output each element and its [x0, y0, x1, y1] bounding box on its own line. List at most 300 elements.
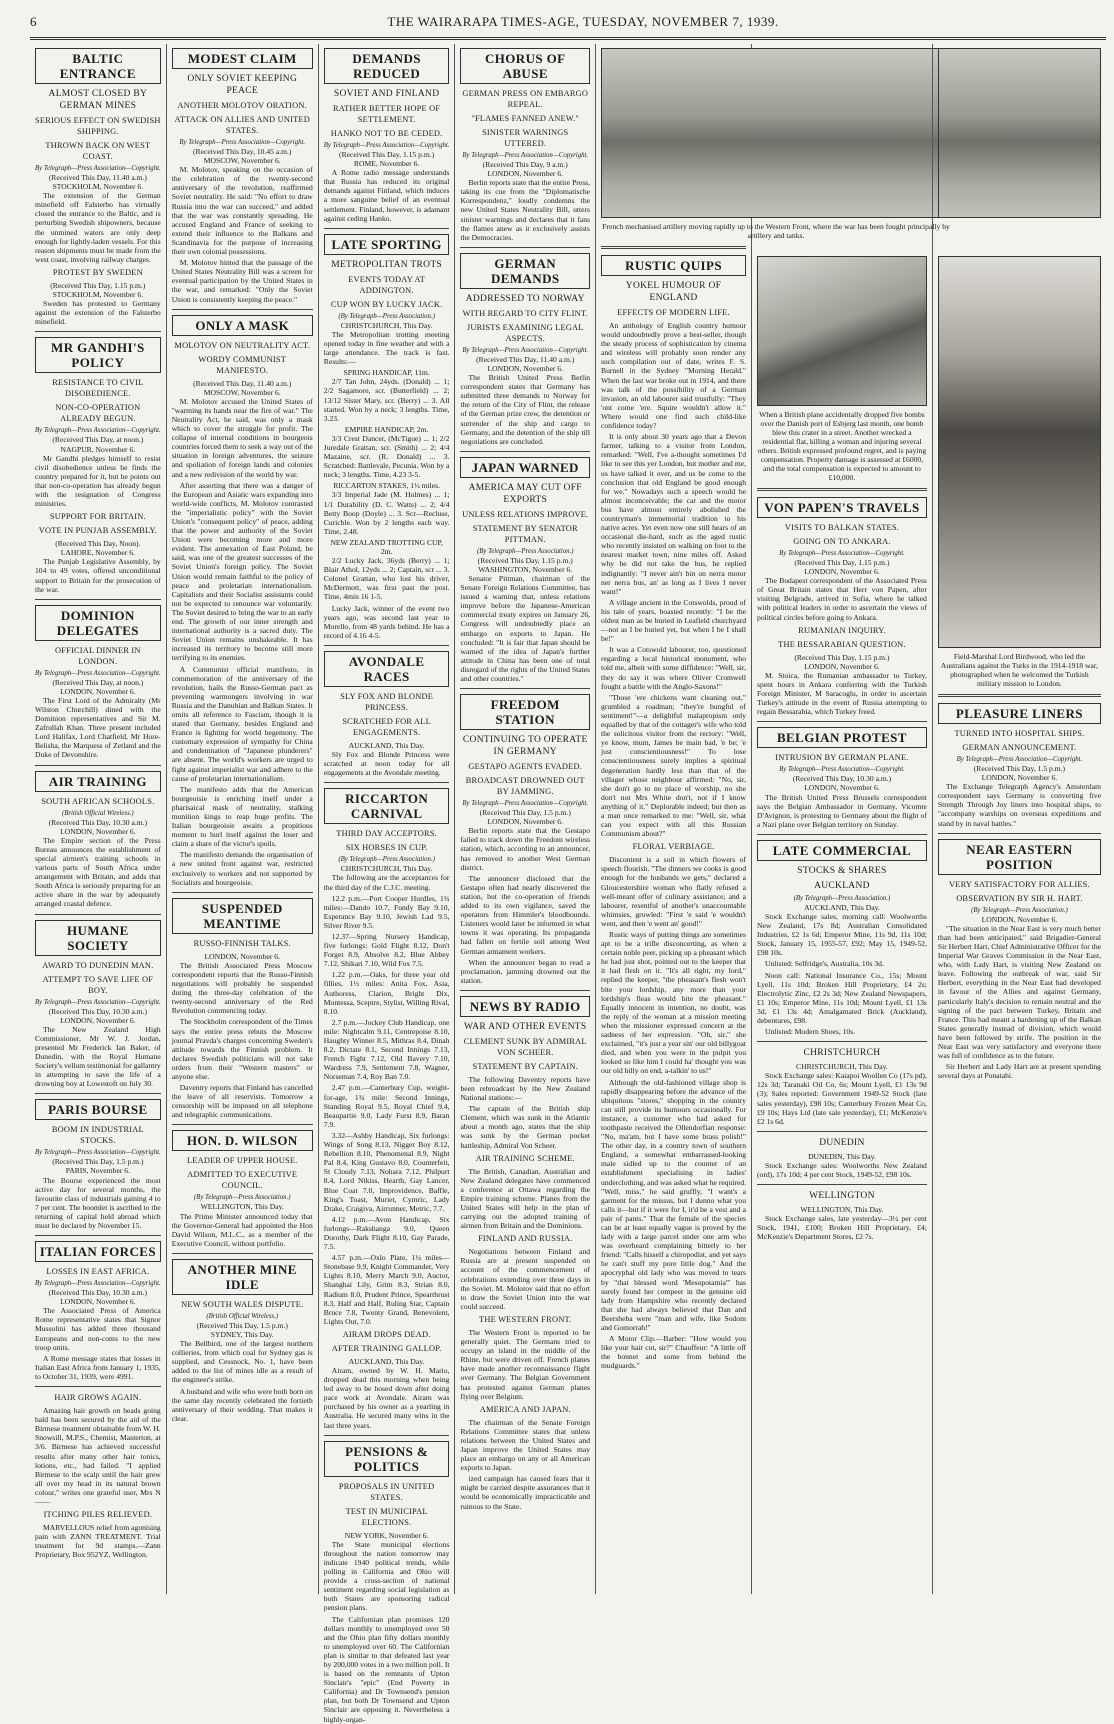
received-line: (Received This Day, Noon).	[55, 539, 141, 549]
subheading: LEADER OF UPPER HOUSE.	[186, 1156, 298, 1166]
subheading: INTRUSION BY GERMAN PLANE.	[775, 753, 909, 763]
subheading: AFTER TRAINING GALLOP.	[331, 1343, 442, 1353]
headline: BELGIAN PROTEST	[757, 727, 927, 748]
subheading: SOVIET AND FINLAND	[333, 89, 440, 99]
dateline: WELLINGTON, This Day.	[800, 1205, 884, 1215]
advert-hair	[35, 1392, 161, 1559]
race-results: 2/2 Lucky Jack, 36yds (Berry) ... 1; Blair Athol, 12yds ... 2; Captain, scr ... 3. Colonel Grattan, who lost his driver, McDermott, was first past the post. Time, 4min 16 1-5.	[323, 556, 450, 602]
subheading: SCRATCHED FOR ALL ENGAGEMENTS.	[342, 716, 431, 737]
divider	[324, 782, 450, 783]
article-freedom-station	[460, 694, 590, 985]
headline: PLEASURE LINERS	[938, 703, 1101, 724]
paragraph: The Prime Minister announced today that the Governor-General had appointed the Hon David Wilson, M.L.C., as a member of the Executive Council, without portfolio.	[171, 1211, 313, 1248]
paragraph: The British United Press Berlin correspondent states that Germany has submitted three demands to Norway for the return of the City of Flint, the release of the German prize crew, the detention or surrender of the ship and cargo to Germany, and the detention of the ship till negotiations are concluded.	[460, 373, 591, 446]
received-line: (Received This Day, 1.15 p.m.)	[477, 555, 573, 565]
paragraph: A Rome radio message understands that Russia has reduced its original demands against Finland, which induces a more sanguine belief of an eventual settlement. Finland, however, is adamant against ceding Hanko.	[323, 168, 450, 223]
paragraph: A Rome message states that losses in Italian East Africa from January 1, 1935, to October 31, 1939, were 4991.	[35, 1353, 161, 1381]
byline: By Telegraph—Press Association—Copyright.	[323, 142, 450, 149]
paragraph: Daventry reports that Finland has cancelled the leave of all reservists. Tomorrow a censorship will be imposed on all telephone and telegraphic communications.	[171, 1083, 313, 1120]
byline: (By Telegraph—Press Association.)	[193, 1194, 291, 1202]
divider	[172, 1124, 313, 1125]
byline: (British Official Wireless.)	[206, 1312, 279, 1320]
paragraph: The Bellbird, one of the largest northern collieries, from which coal for Sydney gas is supplied, and Cessnock, No. 1, have been added to the list of mines idle as a result of the engineer's strike.	[171, 1339, 313, 1385]
headline: FREEDOM STATION	[460, 694, 590, 730]
subheading: TURNED INTO HOSPITAL SHIPS.	[954, 729, 1085, 738]
subheading: GERMAN ANNOUNCEMENT.	[962, 743, 1077, 752]
subheading: SLY FOX AND BLONDE PRINCESS.	[340, 691, 434, 712]
page-number: 6	[30, 14, 37, 29]
divider	[35, 331, 161, 332]
photo-spacer	[938, 222, 1101, 252]
subheading: SOUTH AFRICAN SCHOOLS.	[41, 796, 155, 806]
byline: By Telegraph—Press Association—Copyright.	[179, 139, 306, 146]
subheading: AIRAM DROPS DEAD.	[342, 1329, 431, 1339]
article-avondale-races	[324, 651, 450, 777]
dateline: LONDON, November 6.	[204, 951, 280, 961]
dateline: CHRISTCHURCH, This Day.	[340, 864, 433, 874]
byline: By Telegraph—Press Association—Copyright.	[462, 152, 589, 159]
received-line: (Received This Day, 1.15 p.m.)	[50, 280, 146, 290]
byline: By Telegraph—Press Association—Copyright.	[779, 550, 905, 557]
headline: HUMANE SOCIETY	[35, 920, 161, 956]
paragraph: Berlin reports state that the Gestapo failed to track down the Freedom wireless station, which, according to an announcer, has removed to another West German district.	[460, 826, 591, 872]
received-line: (Received This Day, 1.5 p.m.)	[479, 808, 571, 818]
dateline: LONDON, November 6.	[804, 661, 880, 671]
paragraph: Lucky Jack, winner of the event two years ago, was second last year to Morello, from 48 yards behind. He has a record of 4.16 4-5.	[323, 603, 450, 640]
race-title: EMPIRE HANDICAP, 2m.	[344, 424, 429, 434]
paragraph: The Californian plan promises 120 dollars monthly to unemployed over 50 and the Ohio plan fifty dollars monthly to unemployed over 60. The Californian plan is similar to that defeated last year by 200,000 votes in a two million poll. It is based on the remnants of Upton Sinclair's "epic" (End Poverty in California) and Dr Townsend's pension plan, but both Dr Townsend and Upton Sinclair are opposing it. Nevertheless a highly-organ-	[323, 1614, 450, 1724]
subheading: AUCKLAND	[814, 880, 870, 891]
subheading: ATTACK ON ALLIES AND UNITED STATES.	[174, 115, 310, 135]
divider	[35, 765, 161, 766]
paragraph: Discontent is a soil in which flowers of speech flourish. "The dinners we cooks is good enough for the husbands we gets," declared a Gloucestershire woman who flatly refused a well-meant offer of culinary assistance; and a labourer, resentful of another's unaccountable whimsies, growled: "First 'e said 'e wouldn't went, and then 'e went an' good!"	[601, 855, 747, 928]
divider	[757, 488, 927, 491]
paragraph: 4.12 p.m.—Avon Handicap, Six furlongs—Rakshanga 9.0, Queen Dorothy, Dark Flight 8.10, Gay Parade, 7.5.	[323, 1214, 450, 1252]
received-line: (Received This Day, 1.5 p.m.)	[52, 1157, 144, 1167]
paragraph: Sweden has protested to Germany against the extension of the Falsterbo minefield.	[35, 299, 161, 327]
paragraph: M. Molotov accused the United States of "warming its hands near the fire of war." The Neutrality Act, he said, was only a mask which to cover the struggle for profit. The collapse of internal conditions in bourgeois countries forced them to seek a way out of the situation in foreign adventures, the seizure and spoliation of foreign lands and colonies and a new redivision of the world by war.	[171, 396, 313, 479]
divider	[35, 599, 161, 600]
subheading: THE WESTERN FRONT.	[479, 1314, 572, 1324]
byline: By Telegraph—Press Association—Copyright.	[462, 800, 589, 808]
subheading: MOLOTOV ON NEUTRALITY ACT.	[174, 340, 311, 350]
headline: ITALIAN FORCES	[35, 1241, 161, 1262]
dateline: SYDNEY, This Day.	[210, 1330, 274, 1339]
paragraph: Noon call: National Insurance Co., 15s; Mount Lyell, 11s 10d; Broken Hill Proprietary, £4 2s; Electrolytic Zinc, £2 2s 3d; New Zealand Newspapers, £1 10s; Emperor Mine, 11s 10d; Mount Lyell, £1 13s 3d, £1 13s 4d; Amalgamated Brick (Auckland), debentures, £98.	[757, 970, 927, 1025]
received-line: (Received This Day, 10.30 a.m.)	[48, 817, 148, 827]
headline: ONLY A MASK	[172, 315, 313, 336]
headline: MR GANDHI'S POLICY	[35, 337, 161, 373]
article-von-papen	[757, 497, 927, 716]
headline: JAPAN WARNED	[460, 457, 590, 478]
divider	[324, 645, 450, 646]
paragraph: Stock Exchange sales, morning call: Woolworths New Zealand, 17s 8d; Australian Consolidated Industries, £2 1s 6d; Emperor Mine, 11s 9d, 11s 10d; Stock, January 15, 1955-57, £92; May 15, 1949-52, £98 10s.	[757, 911, 927, 958]
received-line: (Received This Day, 1.5 p.m.)	[196, 1320, 288, 1330]
subheading: EFFECTS OF MODERN LIFE.	[617, 308, 730, 317]
subheading: CUP WON BY LUCKY JACK.	[330, 299, 443, 309]
paragraph: "The situation in the Near East is very much better than had been anticipated," said Brigadier-General Sir Herbert Hart, Chief Administrative Officer for the Imperial War Graves Commission in the Near East, who, with Lady Hart, is visiting New Zealand on leave. Following the outbreak of war, said Sir Herbert, everything in the Near East had developed in favour of the Allies and against Germany, particularly Italy's decision to remain neutral and the signing of the pact between Turkey, Britain and France. This had meant a hardening up of the Balkan States generally instead of division, which would have been followed by strife. The position in the Near East was very satisfactory and everyone there was full of confidence as to the future.	[937, 923, 1101, 1061]
byline: By Telegraph—Press Association—Copyright.	[35, 669, 161, 677]
paragraph: A Motor Clip.—Barber: "How would you like your hair cut, sir?" Chauffeur: "A little off the bonnet and some from behind the mudguards."	[601, 1334, 747, 1371]
paragraph: Sir Herbert and Lady Hart are at present spending several days at Ponatahi.	[937, 1062, 1101, 1081]
article-gandhi-policy	[35, 337, 161, 593]
paragraph: MARVELLOUS relief from agonising pain with ZANN TREATMENT. Trial treatment for 9d stamps.—Zann Proprietary, Box 952YZ, Wellington.	[35, 1523, 161, 1560]
received-line: (Received This Day, 1.5 p.m.)	[973, 764, 1066, 773]
received-line: (Received This Day, 11.40 a.m.)	[476, 354, 575, 364]
article-dominion-delegates	[35, 605, 161, 760]
dateline: WELLINGTON, This Day.	[200, 1202, 284, 1212]
divider	[35, 1386, 161, 1387]
byline: By Telegraph—Press Association—Copyright.	[35, 1280, 161, 1288]
received-line: (Received This Day, 10.45 a.m.)	[192, 147, 292, 156]
article-suspended-meantime	[172, 898, 313, 1120]
dateline: AUCKLAND, This Day.	[348, 1356, 425, 1366]
paragraph: The British, Canadian, Australian and New Zealand delegates have commenced a conference at Ottawa regarding the Empire training scheme. Planes from the United States will help in the plan of carrying out the adopted training of airmen from Britain and the Dominions.	[460, 1166, 591, 1231]
article-hon-d-wilson	[172, 1130, 313, 1247]
subheading: THROWN BACK ON WEST COAST.	[45, 141, 151, 161]
byline: (By Telegraph—Press Association.)	[971, 906, 1068, 914]
subheading: TEST IN MUNICIPAL ELECTIONS.	[345, 1506, 428, 1527]
paragraph: The manifesto demands the organisation of a new united front against war, restricted exclusively to workers and not supported by Socialists and bourgeoisie.	[171, 850, 313, 887]
received-line: (Received This Day, 11.40 a.m.)	[48, 173, 147, 182]
subheading: WITH REGARD TO CITY FLINT.	[462, 308, 588, 318]
article-demands-reduced	[324, 48, 450, 223]
paragraph: The Western Front is reported to be generally quiet. The Germans tried to occupy an island in the middle of the Rhine, but were driven off. French planes have made another reconnaissance flight over Germany. The Belgian Government has protested against German planes flying over Belgium.	[460, 1327, 591, 1401]
headline: VON PAPEN'S TRAVELS	[757, 497, 927, 518]
subheading: NEW SOUTH WALES DISPUTE.	[181, 1299, 304, 1309]
paragraph: The following are the acceptances for the third day of the C.J.C. meeting.	[323, 873, 450, 892]
paragraph: The captain of the British ship Clement, which was sunk in the Atlantic about a month ago, states that the ship was sunk by the German pocket battleship, Admiral Von Scheer.	[460, 1104, 591, 1150]
paragraph: An anthology of English country humour would undoubtedly prove a best-seller, though the steady process of sophistication by cinema and wireless will probably soon render any such compilation out of date, writes F. S. Burnell in the Sydney "Morning Herald." When the last war broke out in 1914, and there was talk of the possibility of a German invasion, an old labourer said trustfully: "They 'ont come 'ere. Squire wouldn't allow it." Where would one find such child-like confidence today?	[601, 321, 747, 431]
subheading: SERIOUS EFFECT ON SWEDISH SHIPPING.	[35, 116, 161, 136]
subheading: ITCHING PILES RELIEVED.	[43, 1510, 153, 1520]
subheading: EVENTS TODAY AT ADDINGTON.	[348, 274, 426, 295]
subheading: VERY SATISFACTORY FOR ALLIES.	[949, 879, 1090, 889]
headline: CHORUS OF ABUSE	[460, 48, 590, 84]
subheading: WAR AND OTHER EVENTS	[464, 1021, 587, 1032]
headline: LATE COMMERCIAL	[757, 840, 927, 861]
received-line: (Received This Day, 10.30 a.m.)	[48, 1288, 148, 1298]
paragraph: The Stockholm correspondent of the Times says the entire press rebuts the Moscow journal Pravda's charges concerning Sweden's attitude towards the Finnish problem. It declares Swedish politicians will not take orders from their "Western masters" or anyone else.	[171, 1017, 313, 1081]
received-line: (Received This Day, 10.30 a.m.)	[792, 774, 892, 784]
paragraph: M. Molotov, speaking on the occasion of the celebration of the twenty-second anniversary of the revolution, reaffirmed Soviet neutrality. He said: "No effort to draw Russia into the war can succeed," and added that the war was constantly spreading. He accused England and France of seeking to extend their influence to the Balkans and Scandinavia for the purpose of increasing their own colonial possessions.	[171, 165, 313, 257]
divider	[172, 1253, 313, 1254]
paragraph: 2.47 p.m.—Canterbury Cup, weight-for-age, 1¾ mile: Second Innings, Standing Royal 9.5, Royal Chief 9.4, Beaupartie 9.0, Lady Furst 8.9, Baran 7.9.	[323, 1083, 450, 1129]
divider	[938, 694, 1101, 697]
subheading: GESTAPO AGENTS EVADED.	[468, 762, 583, 772]
columns	[30, 44, 1106, 1724]
paragraph: The Bourse experienced the most active day for several months, the favourite class of industrials gaining 4 to 7 per cent. The boomlet is ascribed to the returning of capital held abroad which must be declared by November 15.	[35, 1175, 161, 1230]
dateline: CHRISTCHURCH, This Day.	[796, 1062, 888, 1072]
received-line: (Received This Day, 11.40 a.m.)	[193, 378, 292, 388]
paragraph: Unlisted: Selfridge's, Australia, 10s 3d.	[765, 959, 884, 969]
paragraph: 12.37—Spring Nursery Handicap, five furlongs: Gold Flight 8.12, Don't Forget 8.9, Absolve 8.2, Blue Abbey 7.12, Shikari 7.10, Wild Fox 7.5.	[323, 931, 450, 969]
received-line: (Received This Day, 9 a.m.)	[482, 160, 568, 169]
article-pleasure-liners	[938, 703, 1101, 828]
paragraph: The State municipal elections throughout the nation tomorrow may indicate 1940 political trends, while polling in California and Ohio will provide a cross-section of national sentiment regarding social legislation as both States are sponsoring radical pension plans.	[323, 1539, 450, 1613]
article-air-training	[35, 771, 161, 909]
headline: RUSTIC QUIPS	[601, 255, 746, 276]
dateline: LONDON, November 6.	[804, 567, 880, 577]
headline: SUSPENDED MEANTIME	[172, 898, 313, 934]
dateline: LONDON, November 6.	[487, 363, 563, 373]
received-line: (Received This Day, at noon.)	[52, 435, 144, 445]
subheading: AWARD TO DUNEDIN MAN.	[42, 960, 154, 970]
dateline: LONDON, November 6.	[487, 169, 563, 179]
race-results: 2/7 Tan John, 24yds. (Donald) ... 1; 2/2 Sagamore, scr. (Butterfield) ... 2; 13/12 Sister Mary, scr. (Berry) ... 3. All started. Won by a neck; 3 lengths. Time, 3.23.	[323, 377, 450, 423]
paragraph: Berlin reports state that the entire Press, taking its cue from the "Diplomatische Korrespondenz," loudly condemns the new United States Neutrality Bill, utters sinister warnings and declares that it fans the flames anew as it exclusively assists the Democracies.	[460, 178, 591, 242]
headline: ANOTHER MINE IDLE	[172, 1259, 313, 1295]
paragraph: Mr Gandhi pledges himself to resist civil disobedience unless he finds the country prepared for it, but he points out that non-co-operation has already begun with the resignation of Congress ministries.	[35, 453, 161, 509]
paragraph: Sly Fox and Blonde Princess were scratched at noon today for all engagements at the Avondale meeting.	[323, 750, 450, 778]
column-3	[319, 44, 456, 1724]
subheading: VOTE IN PUNJAB ASSEMBLY.	[38, 526, 157, 536]
paragraph: The extension of the German minefield off Falsterbo has virtually closed the entrance to the Baltic, and is perturbing Swedish shipowners, because the unmined waters are only deep enough for lightly-laden vessels. For this reason shipments must be made from the west coast, involving railway charges.	[35, 191, 161, 264]
divider	[324, 1435, 450, 1436]
race-results: 3/3 Crest Dancer, (McTigue) ... 1; 2/2 Juredale Grattan, scr. (Smith) ... 2; 4/4 Mazaine, scr. (R. Donald) ... 3. Scratched: Battlevale, Pecunia. Won by a neck; 3 lengths. Time, 4.23 3-5.	[323, 433, 450, 480]
paragraph: 3.32—Ashby Handicap, Six furlongs: Wings of Song 8.13, Nigger Boy 8.12, Rebellion 8.10, Phenomenal 8.9, Night Pal 8.4, King Gustavo 8.0, Counterfeit, St Cloudy 7.13, Nohara 7.12, Philpurt 8.4, Lord Nikiss, Hearth, Gay Lancer, Blue Coat 7.0, Improvidence, Baffle, King's Toast, Muriet, Cymric, Lady Drake, Craigiva, Airrunner, Metric, 7.7.	[323, 1130, 450, 1213]
paragraph: Stock Exchange sales: Woolworths New Zealand (ord), 17s 10d; 4 per cent Stock, 1949-52, £98 10s.	[757, 1160, 927, 1180]
byline: By Telegraph—Press Association—Copyright.	[462, 346, 589, 354]
subheading: HANKO NOT TO BE CEDED.	[330, 129, 443, 138]
subheading: NON-CO-OPERATION ALREADY BEGUN.	[55, 403, 141, 424]
subheading: VISITS TO BALKAN STATES.	[784, 523, 899, 532]
dateline: CHRISTCHURCH, This Day.	[340, 320, 433, 330]
dateline: AUCKLAND, This Day.	[348, 740, 425, 750]
subheading: RESISTANCE TO CIVIL DISOBEDIENCE.	[52, 378, 144, 399]
article-baltic-entrance	[35, 48, 161, 326]
dateline: ROME, November 6.	[353, 159, 420, 169]
subheading: UNLESS RELATIONS IMPROVE.	[462, 509, 589, 519]
photo-caption: When a British plane accidentally dropped five bombs over the Danish port of Esbjerg last month, one bomb blew this crater in a street. Another wrecked a residential flat, killing a woman and injuring several others. British expressed profound regret, and is paying compensation. Property damage is assessed at £6000, and the total compensation is expected to amount to £10,000.	[757, 410, 927, 482]
subheading: WELLINGTON	[809, 1191, 875, 1202]
paragraph: The Budapest correspondent of the Associated Press of Great Britain states that Herr von Papen, after visiting Belgrade, arrived in Sofia, where he talked with political leaders in order to ascertain the views of political circles before going to Ankara.	[757, 576, 927, 622]
subheading: PROPOSALS IN UNITED STATES.	[338, 1481, 435, 1502]
subheading: THIRD DAY ACCEPTORS.	[336, 829, 437, 839]
subheading: SUPPORT FOR BRITAIN.	[49, 512, 146, 522]
subheading: GERMAN PRESS ON EMBARGO REPEAL.	[462, 89, 589, 109]
divider	[757, 1131, 927, 1132]
dateline: LAHORE, November 6.	[60, 548, 135, 558]
article-humane-society	[35, 920, 161, 1089]
subheading: YOKEL HUMOUR OF ENGLAND	[625, 281, 722, 303]
subheading: ADMITTED TO EXECUTIVE COUNCIL.	[187, 1170, 298, 1191]
dateline: DUNEDIN, This Day.	[808, 1151, 876, 1161]
subheading: HAIR GROWS AGAIN.	[54, 1393, 142, 1403]
paragraph: The British United Press Brussels correspondent says the Belgian Ambassador in Germany, Vicomte D'Avignon, is protesting to Germany about the flight of a Nazi plane over Belgian territory on Sunday.	[757, 792, 927, 829]
subheading: AIR TRAINING SCHEME.	[475, 1153, 575, 1163]
byline: (By Telegraph—Press Association.)	[476, 547, 574, 555]
subheading: ONLY SOVIET KEEPING PEACE	[187, 74, 298, 96]
subheading: SIX HORSES IN CUP.	[345, 843, 428, 853]
paragraph: It is only about 30 years ago that a Devon farmer, talking to a visitor from London, remarked: "Well, I've a-thought sometimes I'd like to see this yer London, but mother and me, us have talked it over, and us be come to the conclusion that old England be good enough for we." Nowadays such a speech would be almost inconceivable; the car and the motor bus have almost entirely abolished the countryman's immemorial tradition to his native acres. Yet even now one still hears of an occasional die-hard, such as the aged rustic who recently insisted on walking on foot to the nearest market town, nine miles off. Asked why he did not take the bus, he replied indignantly: "I never ain't bin on nerra motor ner nerra bus, an' as long as I lives I never want!"	[601, 432, 747, 596]
headline: NEWS BY RADIO	[460, 996, 590, 1017]
dateline: LONDON, November 6.	[60, 1015, 136, 1025]
byline: By Telegraph—Press Association—Copyright.	[35, 165, 161, 172]
dateline: LONDON, November 6.	[487, 817, 563, 827]
paragraph: M. Molotov hinted that the passage of the United States Neutrality Bill was a screen for eventual participation by the United States in the war, and remarked: "Only the Soviet Union is consistently keeping the peace."	[171, 258, 313, 304]
dateline: LONDON, November 6.	[60, 1297, 136, 1307]
article-riccarton-carnival	[324, 788, 450, 1326]
headline: AIR TRAINING	[35, 771, 161, 792]
paragraph: 12.2 p.m.—Port Cooper Hurdles, 1¾ miles:—Dando 10.7, Fundy Bay 9.10, Esperance Bay 9.10, Jewish Lad 9.5, Silver River 9.5.	[323, 893, 450, 930]
photo-esbjerg-crater	[757, 256, 927, 406]
received-line: (Received This Day, 10.30 a.m.)	[48, 1006, 148, 1016]
subheading: ANOTHER MOLOTOV ORATION.	[177, 101, 307, 110]
paragraph: The following Daventry reports have been rebroadcast by the New Zealand National stations:—	[460, 1074, 591, 1103]
subheading: CONTINUING TO OPERATE IN GERMANY	[462, 735, 588, 758]
byline: By Telegraph—Press Association—Copyright.	[35, 998, 161, 1006]
received-line: (Received This Day, 1.15 p.m.)	[339, 150, 435, 159]
photo-caption: French mechanised artillery moving rapidly up to the Western Front, where the war has been fought principally by artillery and tanks.	[602, 222, 950, 240]
divider	[938, 833, 1101, 834]
column-6	[752, 44, 933, 1594]
byline: (By Telegraph—Press Association.)	[338, 856, 435, 864]
paragraph: A husband and wife who were both born on the same day recently celebrated the fortieth anniversary of their wedding. That makes it clear.	[171, 1386, 313, 1423]
dateline: NEW YORK, November 6.	[344, 1530, 429, 1540]
paragraph: M. Stoica, the Rumanian ambassador to Turkey, spent hours in Ankara conferring with the Turkish Foreign Minister, M Saracoglu, in order to ascertain Turkey's attitude in the event of Russia attempting to regain Bessarabia, which Turkey freed.	[757, 670, 927, 717]
divider	[172, 309, 313, 310]
paragraph: 1.22 p.m.—Oaks, for three year old fillies, 1½ miles: Anita Fox, Asia, Authoress, Clarion, Bright Dix, Montessa, Sceptre, Stylist, Willing Rival, 8.10.	[323, 970, 450, 1016]
received-line: (Received This Day, at noon.)	[52, 677, 144, 687]
subheading: OBSERVATION BY SIR H. HART.	[956, 893, 1083, 903]
subheading: STATEMENT BY CAPTAIN.	[472, 1061, 578, 1071]
article-paris-bourse	[35, 1099, 161, 1230]
divider	[460, 990, 590, 991]
photo-caption: Field-Marshal Lord Birdwood, who led the Australians against the Turks in the 1914-1918 war, photographed when he welcomed the Turkish military mission to London.	[940, 652, 1098, 688]
photo-lord-birdwood	[938, 256, 1101, 648]
article-chorus-of-abuse	[460, 48, 590, 242]
paragraph: The Punjab Legislative Assembly, by 104 to 49 votes, offered unconditional support to Britain for the prosecution of the war.	[35, 557, 161, 594]
article-near-eastern-position	[938, 839, 1101, 1081]
article-rustic-quips	[601, 255, 746, 1371]
race-title: SPRING HANDICAP, 11m.	[343, 368, 430, 378]
subheading: THE BESSARABIAN QUESTION.	[778, 639, 906, 649]
subheading: METROPOLITAN TROTS	[331, 259, 443, 270]
subheading: "FLAMES FANNED ANEW."	[471, 114, 580, 123]
article-late-commercial	[757, 840, 927, 1242]
paragraph: The chairman of the Senate Foreign Relations Committee states that unless relations between the United States and Japan improve the United States may place an embargo on any or all American exports to Japan.	[460, 1417, 591, 1473]
subheading: PROTEST BY SWEDEN	[52, 267, 143, 277]
divider	[601, 246, 746, 249]
byline: By Telegraph—Press Association—Copyright.	[35, 427, 161, 435]
subheading: ALMOST CLOSED BY GERMAN MINES	[48, 89, 148, 111]
article-japan-warned	[460, 457, 590, 683]
headline: HON. D. WILSON	[172, 1130, 313, 1151]
subheading: RUSSO-FINNISH TALKS.	[193, 938, 291, 948]
subheading: DUNEDIN	[819, 1137, 865, 1148]
race-results: 3/3 Imperial Jade (M. Holmes) ... 1; 1/1 Durability (D. C. Watts) ... 2; 4/4 Betty Boop (Doyle) ... 3. Scr—Recluse, Curicble. Won by 2 lengths each way. Time, 2.48.	[323, 490, 450, 536]
dateline: WASHINGTON, November 6.	[478, 564, 573, 574]
masthead	[30, 14, 1106, 40]
dateline: MOSCOW, November 6.	[203, 156, 281, 166]
article-italian-forces	[35, 1241, 161, 1381]
headline: RICCARTON CARNIVAL	[324, 788, 450, 824]
paragraph: Airam, owned by W. H. Mario, dropped dead this morning when being led away to be hosed down after doing pace work at Avondale. Airam was purchased by his owner as a yearling in Australia. He secured many wins in the last three years.	[323, 1366, 450, 1430]
subheading: GOING ON TO ANKARA.	[793, 537, 891, 546]
subheading: RUMANIAN INQUIRY.	[798, 625, 886, 635]
dateline: LONDON, November 6.	[60, 826, 136, 836]
paragraph: Stock Exchange sales, late yesterday—3½ per cent Stock, 1941, £100; Broken Hill Proprietary, £4; McKenzie's Department Stores, £2 7s.	[757, 1214, 927, 1242]
divider	[35, 1093, 161, 1094]
received-line: (Received This Day, 1.15 p.m.)	[794, 652, 890, 662]
column-7	[933, 44, 1106, 1594]
dateline: LONDON, November 6.	[804, 783, 880, 793]
subheading: JURISTS EXAMINING LEGAL ASPECTS.	[466, 322, 584, 343]
paragraph: Unlisted: Modern Shoes, 10s.	[765, 1027, 856, 1037]
subheading: AMERICA MAY CUT OFF EXPORTS	[468, 482, 582, 505]
column-1	[30, 44, 167, 1594]
subheading: SINISTER WARNINGS UTTERED.	[482, 128, 569, 148]
headline: PENSIONS & POLITICS	[324, 1441, 450, 1477]
paragraph: Stock Exchange sales: Kaiapoi Woollen Co (17s pd), 12s 3d; Taranaki Oil Co, 6s; Mount Lyell, £1 13s 9d (3); Sales reported: Government 1949-52 Stock (late sales yesterday), £98 10s; Canterbury Frozen Meat Co, £9 10s; Hays Ltd (late sale yesterday), £1; McKenzie's £2 1s 6d.	[757, 1071, 927, 1126]
paragraph: A village ancient in the Cotswolds, proud of his tale of years, boasted recently: "I be the oldest man as be buried in Leafield churchyard—not as I be buried yet, but when I be I shall be!"	[601, 597, 747, 644]
article-german-demands	[460, 253, 590, 446]
article-only-a-mask	[172, 315, 313, 887]
byline: (By Telegraph—Press Association.)	[338, 312, 435, 320]
paragraph: Senator Pittman, chairman of the Senate Foreign Relations Committee, has issued a warning that, unless relations improve before the Japanese-American commercial treaty expires on January 26, Congress will undoubtedly place an embargo on exports to Japan. He concluded: "It is fair that Japan should be warned of the idea of Japan's further attitude in China has been one of total disregard of the rights of the United States and other countries."	[460, 573, 591, 683]
headline: PARIS BOURSE	[35, 1099, 161, 1120]
paragraph: ized campaign has caused fears that it might be carried despite assurances that it would be economically impracticable and ruinous to the State.	[460, 1474, 591, 1511]
subheading: LOSSES IN EAST AFRICA.	[46, 1267, 150, 1277]
headline: LATE SPORTING	[324, 234, 450, 255]
paragraph: The Empire section of the Press Bureau announces the establishment of special airmen's training schools in various parts of South Africa under arrangement with Britain, and adds that South Africa is seriously preparing for an active share in the war by adequately arranged coastal defence.	[35, 835, 161, 909]
byline: By Telegraph—Press Association—Copyright.	[779, 766, 905, 774]
divider	[757, 1184, 927, 1185]
article-belgian-protest	[757, 727, 927, 829]
paragraph: After asserting that there was a danger of the European and Asiatic wars expanding into world-wide conflicts, M. Molotov contrasted the "imperialistic policy" with the Soviet Union's "consequent policy" of peace, adding that the power and authority of the Soviet Union were becoming more and more evident. The annexation of East Poland, he said, was one of the greatest successes of the Soviet Union's foreign policy. The Soviet Union would remain faithful to the policy of peace and proletarian internationalism. Capitalists and their Socialist assistants could not be expected to renounce war voluntarily. The Soviet desired to bring the war to an early end. The growth of our inner strength and international authority is a sacred duty. The Soviet Union remains unshakeable. It has increased its territory to become still more terrifying to its enemies.	[171, 480, 313, 663]
paragraph: The Exchange Telegraph Agency's Amsterdam correspondent says Germany is converting five Strength Through Joy liners into hospital ships, to "accompany warships on overseas expeditions and stand by in naval battles."	[937, 782, 1101, 828]
paragraph: When the announcer began to read a proclamation, jamming drowned out the station.	[460, 957, 591, 985]
dateline: MOSCOW, November 6.	[203, 387, 281, 397]
subheading: RATHER BETTER HOPE OF SETTLEMENT.	[332, 104, 441, 124]
paragraph: "Those 'ere chickens want cleaning out," grumbled a roadman; "they're bungful of sentiment!"—a delightful malapropism only equalled by that of the cottager's wife who told the solicitous visitor from the rectory: "Well, ye know, mum, James be main bad, 'e be; 'e just conscientiousness!" To lose conscientiousness surely implies a spiritual degeneration hardly less than that of the villager whose neighbour affirmed: "No, sir, she don't go to no place of worship, no she don't not Mrs White don't, not if I know anything of it." Deplorable indeed; but then as a man once remarked to me: "Well, sir, what can you expect with all this Russian Communism about?"	[601, 692, 747, 839]
divider	[757, 834, 927, 835]
paragraph: The First Lord of the Admiralty (Mr Wilston Churchill) dined with the Dominion representatives and Sir M. Zafrullah Khan. Three present included Lord Halifax, Lord Chatfield, Mr Hore-Belisha, the Marquess of Zetland and the Duke of Devonshire.	[35, 695, 161, 760]
paragraph: Amazing hair growth on heads going bald has been secured by the aid of the Birmese treatment obtainable from W. H. Snowsill, M.P.S., Chemist, Masterton, at 3/6. Birmese has achieved successful results after many other hair tonics, lotions, etc., had failed. "I applied Birmese to the scalp until the hair grew all over my head in its natural brown colour," writes one grateful user, Mrs N——	[35, 1406, 161, 1506]
headline: AVONDALE RACES	[324, 651, 450, 687]
divider	[324, 228, 450, 229]
race-title: NEW ZEALAND TROTTING CUP, 2m.	[330, 537, 443, 556]
race-title: RICCARTON STAKES, 1½ miles.	[333, 481, 441, 491]
subheading: AMERICA AND JAPAN.	[479, 1404, 571, 1414]
subheading: WORDY COMMUNIST MANIFESTO.	[198, 354, 287, 375]
subheading: CLEMENT SUNK BY ADMIRAL VON SCHEER.	[463, 1036, 587, 1057]
article-news-by-radio	[460, 996, 590, 1511]
paragraph: Although the old-fashioned village shop is rapidly disappearing before the advance of the ubiquitous "stores," shopping in the country can still provide its humours occasionally. For instance, a customer who had asked for toothpaste received the Ollendorfian response: "No, ma'am, but I have some brass polish!" The other day, in a country town of southern England, a somewhat embarrassed-looking male sidled up to the counter of an establishment specialising in ladies' underclothing, and was asked what he required. "Well, miss," he said gruffly, "I want's a garment for the missus, but I dunno what you calls it—but if it were for I, it'd be a vest and a pair of pants." That the female of the species can be at least equally vague is proved by the lady with a large parcel under one arm who was overheard complaining bitterly to her friend: "Calls hisself a chiropodist, and yet says he can't stuff my pore little dog." And the apocryphal old lady who was moved to tears by "that blessed word 'Mesopotamia'" has surely found her compeer in the genuine old lady from Hampshire who recently declared that she had always believed that Dan and Beersheba were "man and wife, like Sodom and Gomorrah!"	[601, 1077, 747, 1333]
divider	[460, 688, 590, 689]
divider	[460, 451, 590, 452]
byline: (British Official Wireless.)	[62, 809, 134, 817]
paragraph: The New Zealand High Commissioner, Mr W. J. Jordan, presented Mr Frederick Ian Baker, of Dunedin, with the Royal Humane Society's vellum testimonial for gallantry in attempting to save the life of a drowning boy at Lowestoft on July 30.	[35, 1024, 161, 1089]
column-2	[167, 44, 319, 1594]
byline: By Telegraph—Press Association—Copyright.	[35, 1149, 161, 1157]
divider	[757, 721, 927, 722]
dateline: AUCKLAND, This Day.	[804, 902, 880, 912]
divider	[460, 247, 590, 248]
dateline: STOCKHOLM, November 6.	[52, 290, 144, 300]
divider	[35, 914, 161, 915]
subheading: BROADCAST DROWNED OUT BY JAMMING.	[465, 776, 585, 797]
subheading: ADDRESSED TO NORWAY	[465, 293, 585, 304]
subheading: FLORAL VERBIAGE.	[632, 842, 715, 852]
paragraph: Negotiations between Finland and Russia are at present suspended on account of the commencement of celebrations extending over three days in the Soviet. M. Molotov said that no effort to draw the Soviet Union into the war could succeed.	[460, 1247, 591, 1311]
headline: DOMINION DELEGATES	[35, 605, 161, 641]
article-late-sporting	[324, 234, 450, 640]
headline: GERMAN DEMANDS	[460, 253, 590, 289]
paragraph: 4.57 p.m.—Oxlo Plate, 1¼ miles—Stonebase 9.9, Knight Commander, Very Lights 8.10, Merry March 9.0, Auctor, Shanghai Lily, Grim 8.3, Strian 8.0, Radium 8.0, Prudent Prince, Spearthrust 8.3, Half and Half, Ruling Star, Captain Bruce 7.8, Twenty Grand, Benevolent, Lights Out, 7.0.	[323, 1253, 450, 1326]
dateline: PARIS, November 6.	[65, 1166, 130, 1176]
